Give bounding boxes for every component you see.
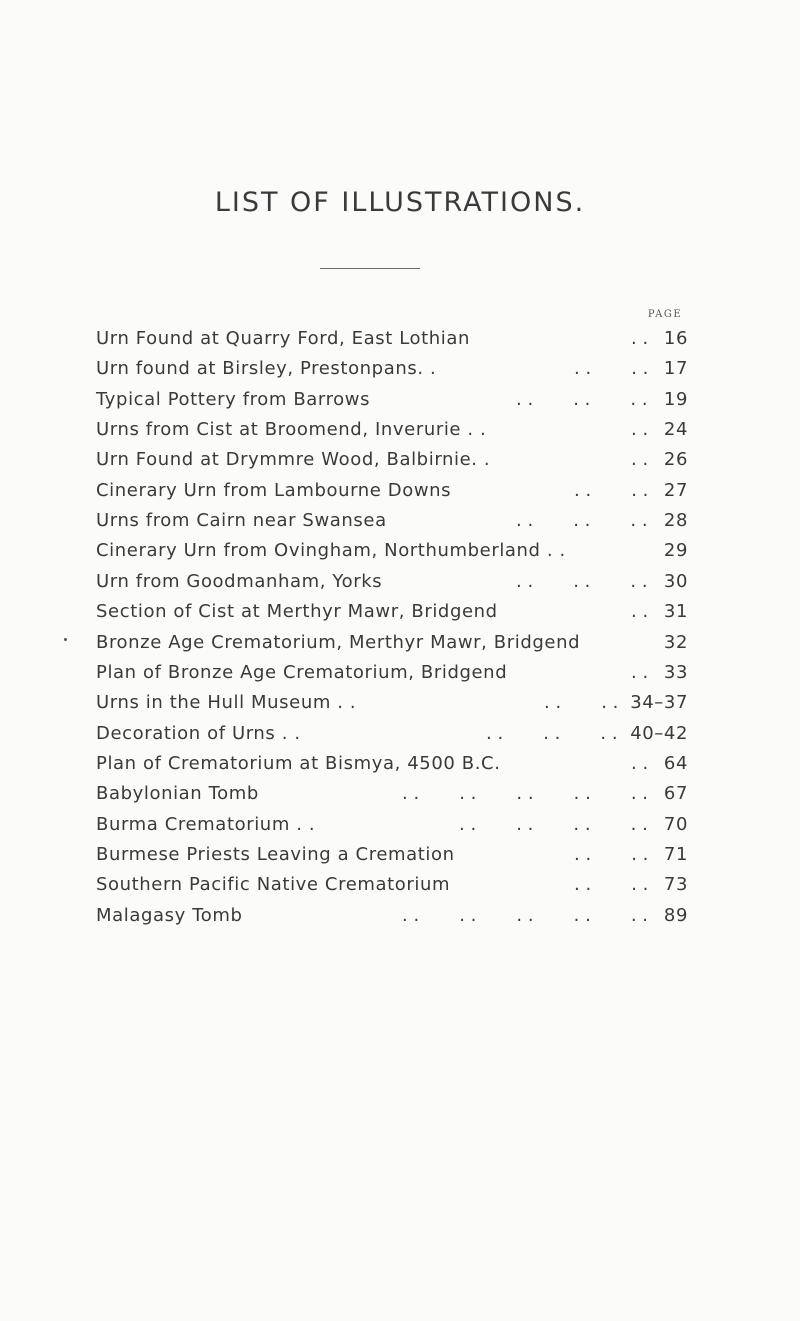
- illustration-title: Urn Found at Drymmre Wood, Balbirnie. .: [96, 449, 491, 471]
- illustration-title: Section of Cist at Merthyr Mawr, Bridgend: [96, 601, 498, 623]
- list-item: [96, 781, 688, 807]
- list-item: [96, 721, 688, 747]
- dot-leader: . . . .: [544, 692, 619, 714]
- list-item: [96, 630, 688, 656]
- illustration-title: Urns from Cist at Broomend, Inverurie . .: [96, 419, 487, 441]
- illustration-title: Cinerary Urn from Lambourne Downs: [96, 479, 452, 501]
- illustration-title: Cinerary Urn from Ovingham, Northumberland . .: [96, 540, 566, 562]
- page-number: 89: [663, 904, 688, 926]
- illustration-title: Decoration of Urns . .: [96, 722, 301, 744]
- list-item: [96, 478, 688, 504]
- dot-leader: . . . . . .: [486, 722, 618, 744]
- dot-leader: . .: [631, 752, 649, 774]
- page-number: 40–42: [630, 722, 688, 744]
- illustration-title: Burmese Priests Leaving a Cremation: [96, 843, 455, 865]
- page-number: 16: [663, 328, 688, 349]
- list-item: [96, 569, 688, 595]
- list-item: [96, 660, 688, 686]
- illustration-title: Typical Pottery from Barrows: [96, 388, 371, 410]
- page-number: 32: [663, 631, 688, 653]
- illustration-title: Plan of Crematorium at Bismya, 4500 B.C.: [96, 752, 501, 774]
- dot-leader: . .: [631, 328, 649, 349]
- dot-leader: . .: [631, 601, 649, 623]
- illustration-title: Plan of Bronze Age Crematorium, Bridgend: [96, 661, 508, 683]
- illustration-title: Urns from Cairn near Swansea: [96, 510, 387, 532]
- list-item: [96, 417, 688, 443]
- list-item: [96, 599, 688, 625]
- list-item: [96, 690, 688, 716]
- page-number: 30: [663, 570, 688, 592]
- page-number: 73: [663, 874, 688, 896]
- list-item: [96, 387, 688, 413]
- illustration-title: Urn from Goodmanham, Yorks: [96, 570, 383, 592]
- illustration-title: Urn found at Birsley, Prestonpans. .: [96, 358, 437, 380]
- dot-leader: . . . . . .: [516, 388, 648, 410]
- title-rule: [320, 268, 420, 269]
- list-item: [96, 356, 688, 382]
- dot-leader: . . . . . . . . . .: [402, 904, 649, 926]
- list-item: [96, 812, 688, 838]
- dot-leader: . . . .: [574, 843, 649, 865]
- page-number: 27: [663, 479, 688, 501]
- dot-leader: . . . .: [574, 358, 649, 380]
- dot-leader: . . . . . .: [516, 510, 648, 532]
- dot-leader: . .: [631, 661, 649, 683]
- page-number: 19: [663, 388, 688, 410]
- dot-leader: . . . .: [574, 479, 649, 501]
- list-item: [96, 872, 688, 898]
- page-number: 24: [663, 419, 688, 441]
- page-number: 64: [663, 752, 688, 774]
- illustration-title: Urn Found at Quarry Ford, East Lothian: [96, 328, 471, 349]
- page-title: LIST OF ILLUSTRATIONS.: [214, 187, 586, 218]
- page-number: 33: [663, 661, 688, 683]
- illustration-title: Babylonian Tomb: [96, 783, 259, 805]
- dot-leader: . .: [631, 419, 649, 441]
- page-number: 26: [663, 449, 688, 471]
- list-item: [96, 842, 688, 868]
- list-item: [96, 326, 688, 352]
- page-number: 67: [663, 783, 688, 805]
- page-number: 17: [663, 358, 688, 380]
- dot-leader: . . . .: [574, 874, 649, 896]
- illustration-title: Bronze Age Crematorium, Merthyr Mawr, Bridgend: [96, 631, 581, 653]
- dot-leader: . . . . . . . . . .: [402, 783, 649, 805]
- page-number: 34–37: [630, 692, 688, 714]
- page-number: 31: [663, 601, 688, 623]
- page-column-header: PAGE: [647, 309, 683, 320]
- page-number: 71: [663, 843, 688, 865]
- page-number: 70: [663, 813, 688, 835]
- margin-mark: [64, 638, 67, 641]
- illustration-title: Southern Pacific Native Crematorium: [96, 874, 451, 896]
- list-item: [96, 903, 688, 929]
- page-number: 28: [663, 510, 688, 532]
- list-item: [96, 447, 688, 473]
- list-item: [96, 508, 688, 534]
- illustration-title: Malagasy Tomb: [96, 904, 243, 926]
- dot-leader: . . . . . .: [516, 570, 648, 592]
- illustration-title: Burma Crematorium . .: [96, 813, 316, 835]
- dot-leader: . . . . . . . .: [459, 813, 648, 835]
- illustration-title: Urns in the Hull Museum . .: [96, 692, 357, 714]
- list-item: [96, 538, 688, 564]
- list-item: [96, 751, 688, 777]
- page-number: 29: [663, 540, 688, 562]
- dot-leader: . .: [631, 449, 649, 471]
